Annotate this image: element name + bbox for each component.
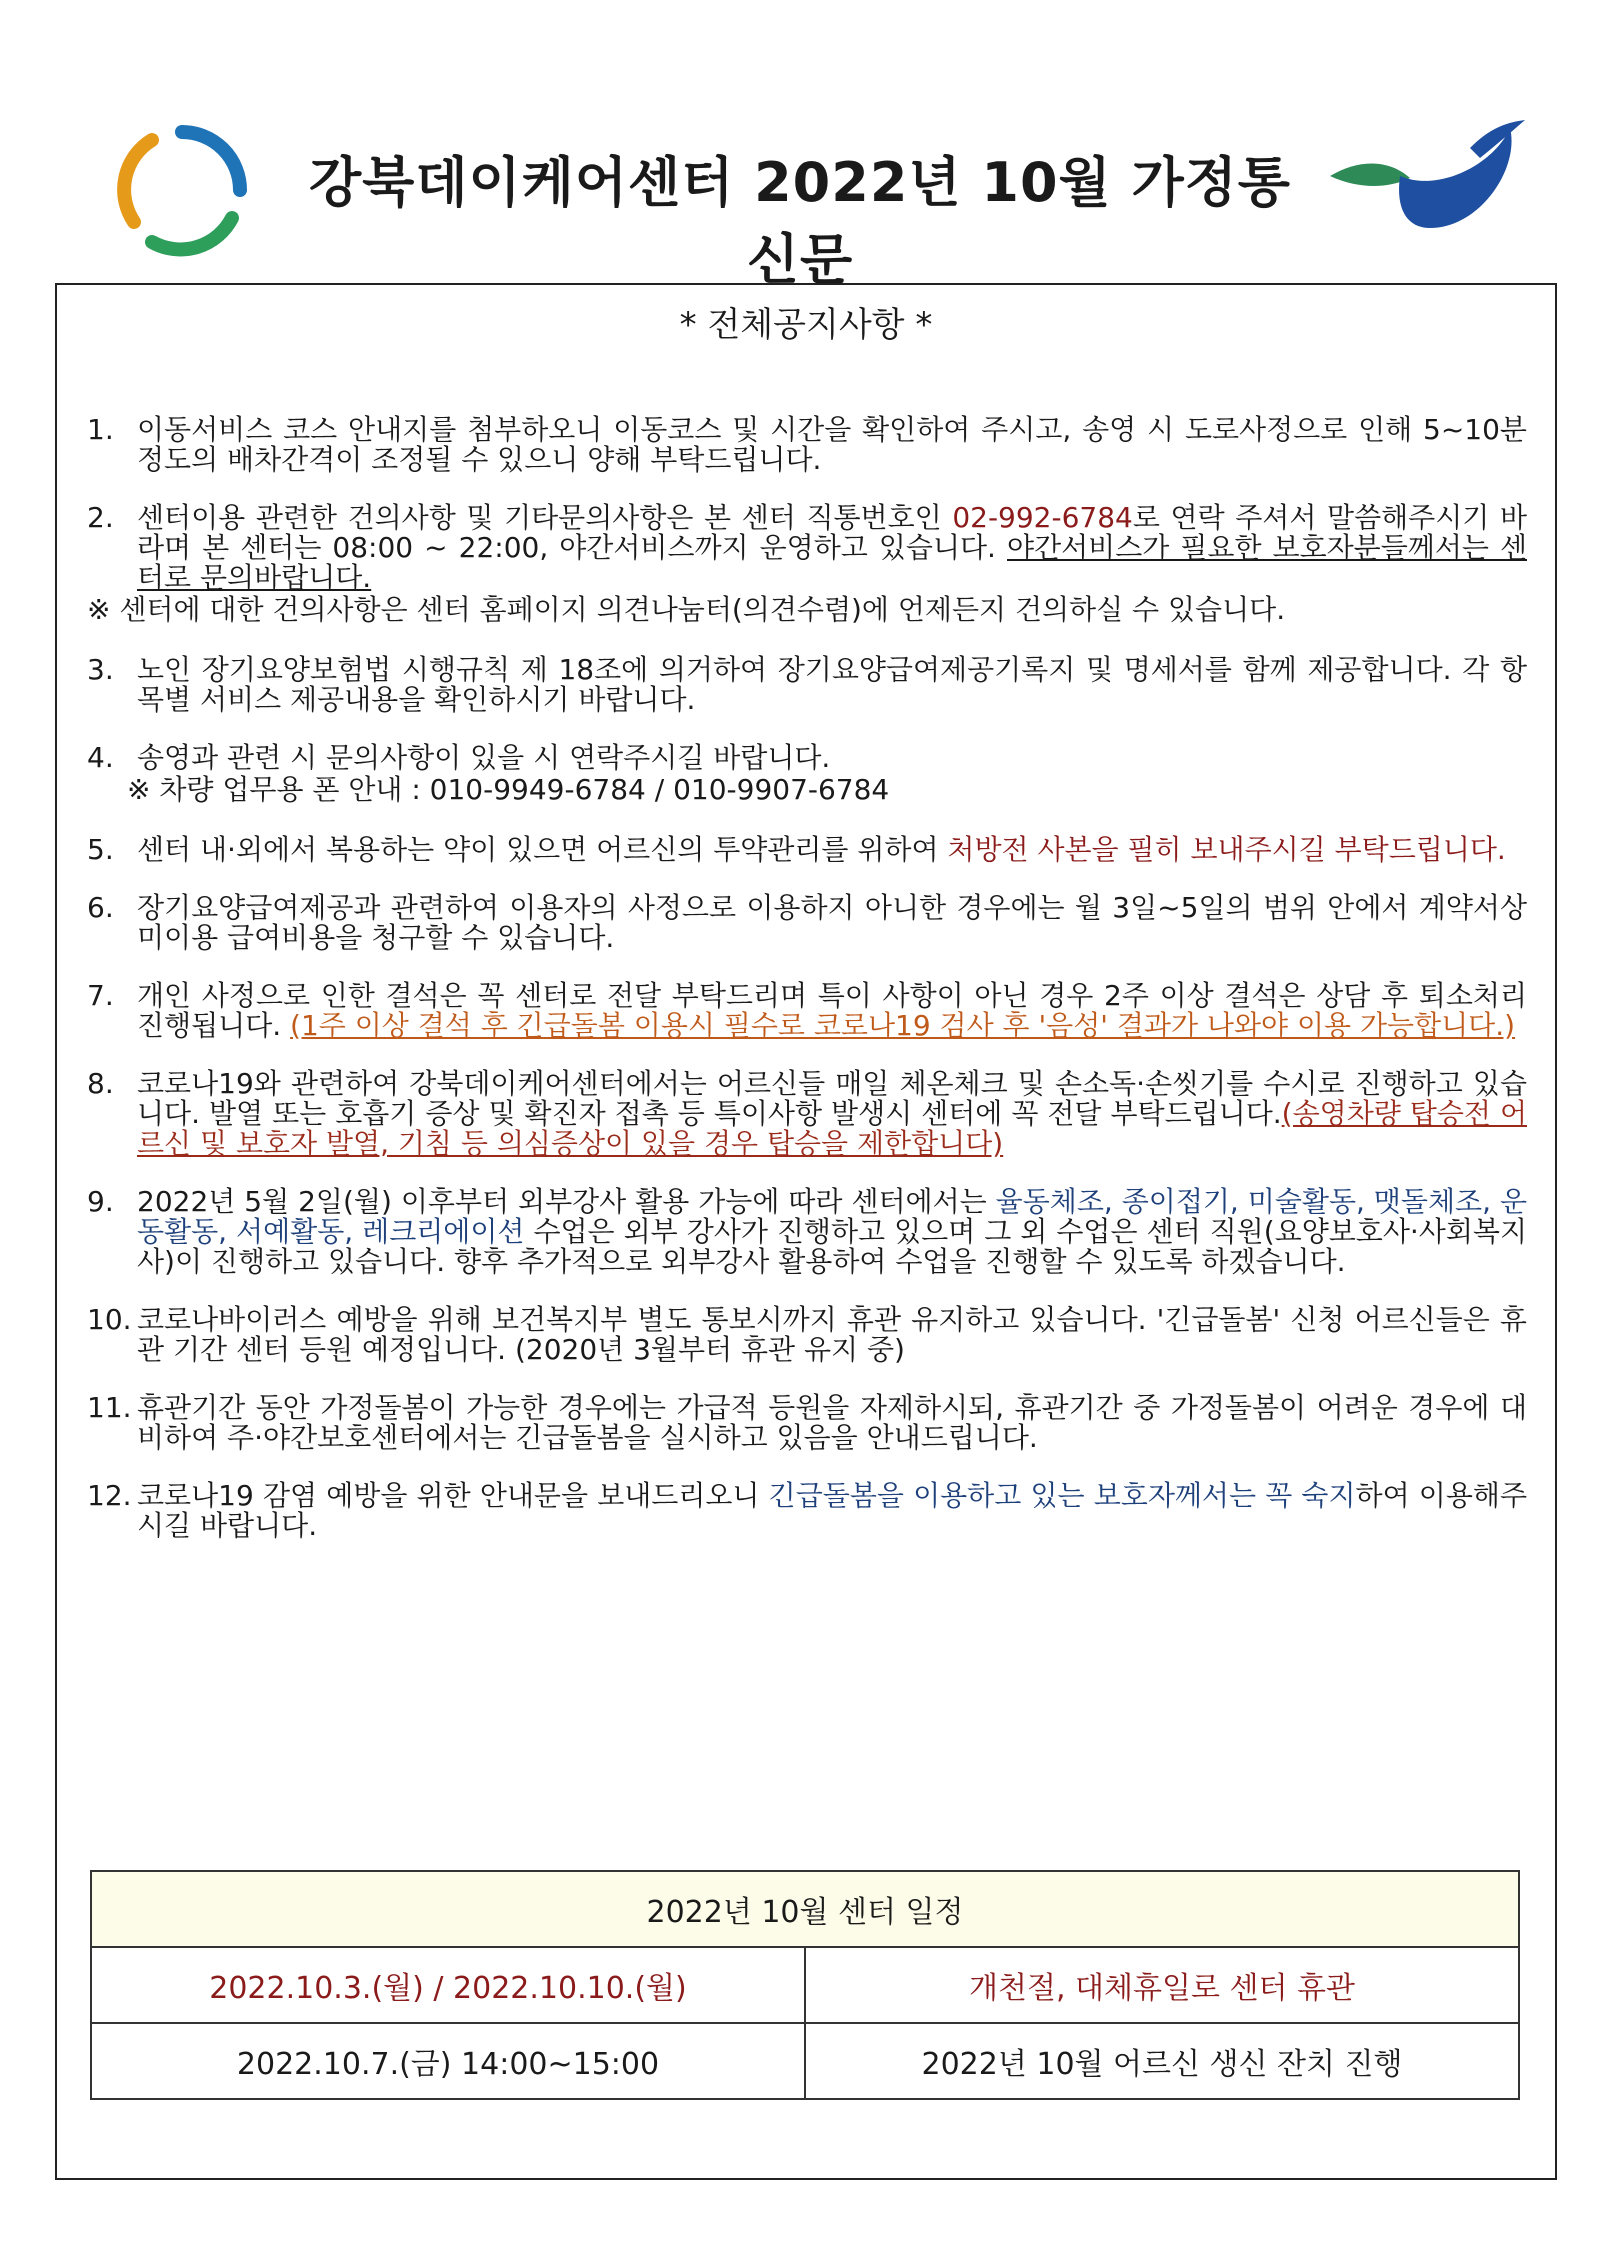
notice-item-8: 8. 코로나19와 관련하여 강북데이케어센터에서는 어르신들 매일 체온체크 및 손소독·손씻기를 수시로 진행하고 있습니다. 발열 또는 호흡기 증상 및 확진자 접촉 등 특이사항 발생시 센터에 꼭 전달 부탁드립니다.(송영차량 탑승전 어르신 및 보호자 발열, 기침 등 의심증상이 있을 경우 탑승을 제한합니다) (87, 1067, 1527, 1160)
gangbuk-district-logo-icon (1330, 118, 1530, 248)
schedule-date: 2022.10.3.(월) / 2022.10.10.(월) (91, 1947, 805, 2023)
notice-list (87, 415, 1527, 1569)
notice-item-7: 7. 개인 사정으로 인한 결석은 꼭 센터로 전달 부탁드리며 특이 사항이 아닌 경우 2주 이상 결석은 상담 후 퇴소처리 진행됩니다. (1주 이상 결석 후 긴급돌봄 이용시 필수로 코로나19 검사 후 '음성' 결과가 나와야 이용 가능합니다.) (87, 979, 1527, 1042)
phone-number: 02-992-6784 (952, 501, 1133, 534)
notice-item-3: 3. 노인 장기요양보험법 시행규칙 제 18조에 의거하여 장기요양급여제공기록지 및 명세서를 함께 제공합니다. 각 항목별 서비스 제공내용을 확인하시기 바랍니다. (87, 653, 1527, 716)
schedule-row (91, 1947, 1519, 2023)
notice-item-1: 1. 이동서비스 코스 안내지를 첨부하오니 이동코스 및 시간을 확인하여 주시고, 송영 시 도로사정으로 인해 5~10분정도의 배차간격이 조정될 수 있으니 양해 부탁드립니다. (87, 413, 1527, 476)
notice-item-4: 4. 송영과 관련 시 문의사항이 있을 시 연락주시길 바랍니다. (87, 741, 831, 774)
notice-item-6: 6. 장기요양급여제공과 관련하여 이용자의 사정으로 이용하지 아니한 경우에는 월 3일~5일의 범위 안에서 계약서상 미이용 급여비용을 청구할 수 있습니다. (87, 891, 1527, 954)
notice-heading: * 전체공지사항 * (679, 305, 933, 345)
notice-item-12: 12. 코로나19 감염 예방을 위한 안내문을 보내드리오니 긴급돌봄을 이용하고 있는 보호자께서는 꼭 숙지하여 이용해주시길 바랍니다. (87, 1479, 1527, 1542)
schedule-event: 개천절, 대체휴일로 센터 휴관 (805, 1947, 1519, 2023)
notice-item-10: 10. 코로나바이러스 예방을 위해 보건복지부 별도 통보시까지 휴관 유지하고 있습니다. '긴급돌봄' 신청 어르신들은 휴관 기간 센터 등원 예정입니다. (2020년 3월부터 휴관 유지 중) (87, 1303, 1527, 1366)
schedule-row (91, 2023, 1519, 2099)
page-title: 강북데이케어센터 2022년 10월 가정통신문 (309, 151, 1291, 291)
schedule-header-row (91, 1871, 1519, 1947)
notice-item-9: 9. 2022년 5월 2일(월) 이후부터 외부강사 활용 가능에 따라 센터에서는 율동체조, 종이접기, 미술활동, 맷돌체조, 운동활동, 서예활동, 레크리에이션 수업은 외부 강사가 진행하고 있으며 그 외 수업은 센터 직원(요양보호사·사회복지사)이 진행하고 있습니다. 향후 추가적으로 외부강사 활용하여 수업을 진행할 수 있도록 하겠습니다. (87, 1185, 1527, 1278)
circle-swirl-logo-icon (112, 120, 252, 260)
notice-item-2: 2. 센터이용 관련한 건의사항 및 기타문의사항은 본 센터 직통번호인 02-992-6784로 연락 주셔서 말씀해주시기 바라며 본 센터는 08:00 ~ 22:00, 야간서비스까지 운영하고 있습니다. 야간서비스가 필요한 보호자분들께서는 센터로 문의바랍니다. (87, 501, 1527, 594)
notice-item-4-note: ※ 차량 업무용 폰 안내 : 010-9949-6784 / 010-9907-6784 (127, 773, 890, 806)
schedule-table (90, 1870, 1520, 2100)
schedule-event: 2022년 10월 어르신 생신 잔치 진행 (805, 2023, 1519, 2099)
schedule-date: 2022.10.7.(금) 14:00~15:00 (91, 2023, 805, 2099)
letter-header (0, 0, 1600, 291)
schedule-title: 2022년 10월 센터 일정 (91, 1871, 1519, 1947)
notice-item-11: 11. 휴관기간 동안 가정돌봄이 가능한 경우에는 가급적 등원을 자제하시되, 휴관기간 중 가정돌봄이 어려운 경우에 대비하여 주·야간보호센터에서는 긴급돌봄을 실시하고 있음을 안내드립니다. (87, 1391, 1527, 1454)
notice-item-5: 5. 센터 내·외에서 복용하는 약이 있으면 어르신의 투약관리를 위하여 처방전 사본을 필히 보내주시길 부탁드립니다. (87, 833, 1506, 866)
notice-item-2-note: ※ 센터에 대한 건의사항은 센터 홈페이지 의견나눔터(의견수렴)에 언제든지 건의하실 수 있습니다. (87, 593, 1286, 626)
